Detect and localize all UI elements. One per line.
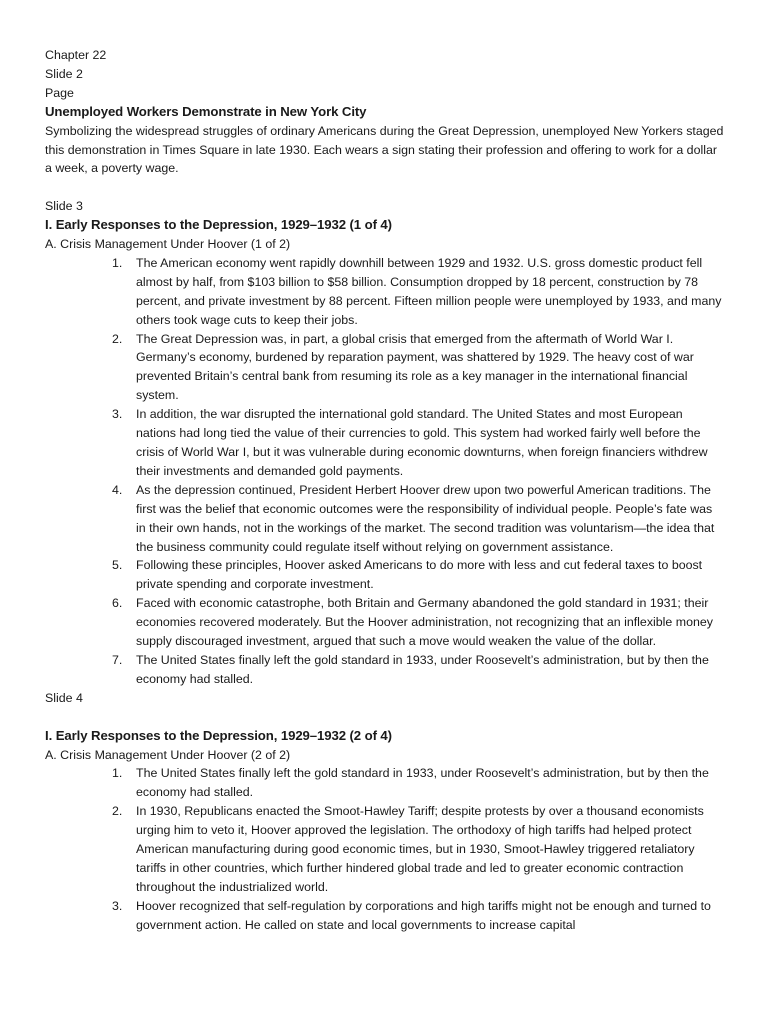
list-item-number: 5. [112, 558, 123, 573]
slide-4-heading: I. Early Responses to the Depression, 1929–1932 (2 of 4) [45, 727, 392, 743]
list-item [45, 764, 725, 802]
list-item-number: 2. [112, 804, 123, 819]
page-label: Page [45, 85, 74, 100]
slide-4-subheading: A. Crisis Management Under Hoover (2 of 2) [45, 747, 291, 762]
list-item-number: 1. [112, 255, 123, 270]
slide-2-label: Slide 2 [45, 66, 83, 81]
list-item [45, 254, 725, 330]
slide-4-list [45, 764, 725, 934]
spacer [45, 178, 725, 197]
list-item-number: 6. [112, 596, 123, 611]
slide-4-label: Slide 4 [45, 690, 83, 705]
list-item [45, 594, 725, 651]
list-item-number: 3. [112, 898, 123, 913]
chapter-label: Chapter 22 [45, 48, 107, 62]
list-item-text: In 1930, Republicans enacted the Smoot-Hawley Tariff; despite protests by over a thousand economists urging him to veto it, Hoover approved the legislation. The orthodoxy of high tariffs had helped protect American manufacturing during good economic times, but in 1930, Smoot-Hawley triggered retaliatory tariffs in other countries, which further hindered global trade and led to greater economic contraction throughout the industrialized world. [136, 804, 704, 894]
list-item-text: Faced with economic catastrophe, both Britain and Germany abandoned the gold standard in 1931; their economies recovered moderately. But the Hoover administration, not recognizing that an inflexible money supply discouraged investment, argued that such a move would weaken the value of the dollar. [136, 596, 713, 649]
list-item-text: As the depression continued, President Herbert Hoover drew upon two powerful American traditions. The first was the belief that economic outcomes were the responsibility of individual people. People’s fate was in their own hands, not in the workings of the market. The second tradition was voluntarism—the idea that the business community could regulate itself without relying on government assistance. [136, 482, 715, 554]
slide-3-heading: I. Early Responses to the Depression, 1929–1932 (1 of 4) [45, 217, 392, 233]
list-item-text: The American economy went rapidly downhill between 1929 and 1932. U.S. gross domestic product fell almost by half, from $103 billion to $58 billion. Consumption dropped by 18 percent, construction by 78 percent, and private investment by 88 percent. Fifteen million people were unemployed by 1933, and many others took wage cuts to keep their jobs. [136, 255, 722, 327]
list-item [45, 405, 725, 481]
list-item-number: 2. [112, 331, 123, 346]
list-item-number: 1. [112, 766, 123, 781]
list-item [45, 330, 725, 406]
intro-heading: Unemployed Workers Demonstrate in New York City [45, 103, 367, 119]
list-item-text: The Great Depression was, in part, a global crisis that emerged from the aftermath of World War I. Germany’s economy, burdened by reparation payment, was shattered by 1929. The heavy cost of war prevented Britain’s central bank from resuming its role as a key manager in the international financial system. [136, 331, 694, 403]
list-item [45, 481, 725, 557]
list-item-text: The United States finally left the gold standard in 1933, under Roosevelt’s administration, but by then the economy had stalled. [136, 766, 709, 800]
document-page [45, 46, 725, 935]
list-item-text: In addition, the war disrupted the international gold standard. The United States and most European nations had long tied the value of their currencies to gold. This system had worked fairly well before the crisis of World War I, but it was vulnerable during economic downturns, when foreign financiers withdrew their investments and demanded gold payments. [136, 407, 708, 478]
list-item-number: 7. [112, 652, 123, 667]
spacer [45, 708, 725, 727]
slide-3-subheading: A. Crisis Management Under Hoover (1 of 2) [45, 237, 291, 252]
slide-3-list [45, 254, 725, 689]
list-item-text: Hoover recognized that self-regulation by corporations and high tariffs might not be enough and turned to government action. He called on state and local governments to increase capital [136, 898, 711, 932]
list-item [45, 897, 725, 935]
list-item-text: Following these principles, Hoover asked Americans to do more with less and cut federal taxes to boost private spending and corporate investment. [136, 558, 703, 592]
list-item-number: 3. [112, 407, 123, 422]
list-item-text: The United States finally left the gold standard in 1933, under Roosevelt’s administration, but by then the economy had stalled. [136, 652, 709, 686]
slide-3-label: Slide 3 [45, 199, 83, 214]
intro-body: Symbolizing the widespread struggles of ordinary Americans during the Great Depression, unemployed New Yorkers staged this demonstration in Times Square in late 1930. Each wears a sign stating their profession and offering to work for a dollar a week, a poverty wage. [45, 123, 724, 176]
list-item [45, 556, 725, 594]
list-item [45, 651, 725, 689]
list-item [45, 802, 725, 897]
list-item-number: 4. [112, 482, 123, 497]
